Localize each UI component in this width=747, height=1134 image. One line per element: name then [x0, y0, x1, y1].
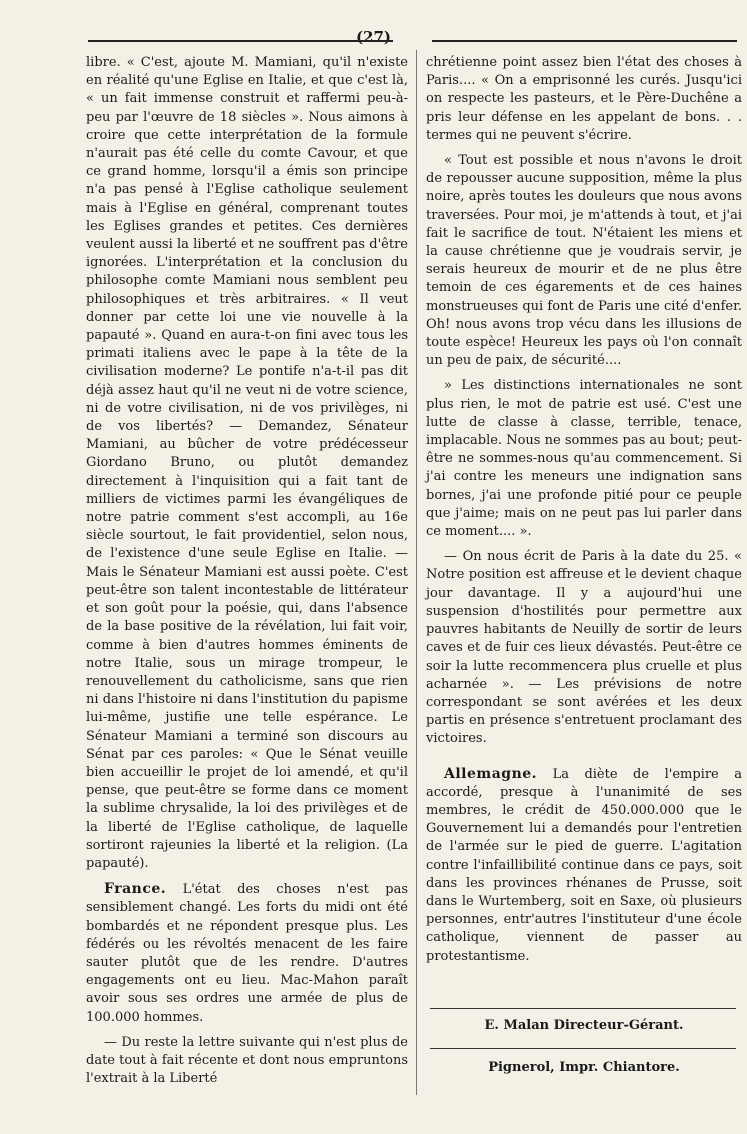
paragraph-distinctions: » Les distinctions internationales ne sont plus rien, le mot de patrie est usé. C'est une lutte de classe à classe, terrible, tenace, implacable. Nous ne sommes pas au bout; peut-être ne sommes-nous qu'au commencement. Si j'ai contre les meneurs une indignation sans bornes, j'ai une profonde pitié pour ce peuple que j'aime; mais on ne peut pas lui parler dans ce moment.... ». [426, 378, 742, 540]
header-rule-left [88, 40, 393, 42]
imprint-rule-top [430, 1008, 736, 1009]
imprint-rule-bottom [430, 1048, 736, 1049]
paragraph-france-text: L'état des choses n'est pas sensiblement changé. Les forts du midi ont été bombardés et ne répondent presque plus. Les fédérés ou les révoltés menacent de les faire sauter plutôt que de les rendre. D'autres engagements ont eu lieu. Mac-Mahon paraît avoir sous ses ordres une armée de plus de 100.000 hommes. [86, 882, 409, 1025]
paragraph-allemagne [426, 765, 742, 966]
paragraph-lettre: — Du reste la lettre suivante qui n'est plus de date tout à fait récente et dont nous empruntons l'extrait à la Liberté [86, 1034, 408, 1087]
paragraph-chretienne: chrétienne point assez bien l'état des choses à Paris.... « On a emprisonné les curés. Jusqu'ici on respecte les pasteurs, et le Père-Duchêne a pris leur défense en les appelant de bons. . . termes qui ne peuvent s'écrire. [426, 55, 742, 143]
paragraph-mamiani: libre. « C'est, ajoute M. Mamiani, qu'il n'existe en réalité qu'une Eglise en Italie, et que c'est là, « un fait immense construit et raffermi peu-à-peu par l'œuvre de 18 siècles ». Nous aimons à croire que cette interprétation de la formule n'aurait pas été celle du comte Cavour, et que ce grand homme, lorsqu'il a émis son principe n'a pas pensé à l'Eglise catholique seulement mais à l'Eglise en général, comprenant toutes les Eglises grandes et petites. Ces dernières veulent aussi la liberté et ne souffrent pas d'être ignorées. L'interprétation et la conclusion du philosophe comte Mamiani nous semblent peu philosophiques et très arbitraires. « Il veut donner par cette loi une vie nouvelle à la papauté ». Quand en aura-t-on fini avec tous les primati italiens avec le pape à la tête de la civilisation moderne? Le pontife n'a-t-il pas dit déjà assez haut qu'il ne veut ni de votre science, ni de votre civilisation, ni de vos privilèges, ni de vos libertés? — Demandez, Sénateur Mamiani, au bûcher de votre prédécesseur Giordano Bruno, ou plutôt demandez directement à l'inquisition qui a fait tant de milliers de victimes parmi les évangéliques de notre patrie comment s'est accompli, au 16e siècle sourtout, le fait providentiel, selon nous, de l'existence d'une seule Eglise en Italie. — Mais le Sénateur Mamiani est aussi poète. C'est peut-être son talent incontestable de littérateur et son goût pour la poésie, qui, dans l'absence de la base positive de la révélation, lui fait voir, comme à bien d'autres hommes éminents de notre Italie, sous un mirage trompeur, le renouvellement du catholicisme, sans que rien ni dans l'histoire ni dans l'institution du papisme lui-même, justifie une telle espérance. Le Sénateur Mamiani a terminé son discours au Sénat par ces paroles: « Que le Sénat veuille bien accueillir le projet de loi amendé, et qu'il pense, que peut-être se forme dans ce moment la sublime chrysalide, la loi des privilèges et de la liberté de l'Eglise catholique, de laquelle sortiront rajeunies la liberté et la religion. (La papauté). [86, 55, 408, 871]
section-heading-allemagne: Allemagne. [444, 765, 538, 782]
paragraph-paris-25: — On nous écrit de Paris à la date du 25. « Notre position est affreuse et le devient chaque jour davantage. Il y a aujourd'hui une suspension d'hostilités pour permettre aux pauvres habitants de Neuilly de sortir de leurs caves et de fuir ces lieux dévastés. Peut-être ce soir la lutte recommencera plus cruelle et plus acharnée ». — Les prévisions de notre correspondant se sont avérées et les deux partis en présence s'entretuent proclamant des victoires. [426, 549, 742, 747]
right-column [426, 54, 742, 966]
paragraph-tout-est-possible: « Tout est possible et nous n'avons le droit de repousser aucune supposition, même la plus noire, après toutes les douleurs que nous avons traversées. Pour moi, je m'attends à tout, et j'ai fait le sacrifice de tout. N'étaient les miens et la cause chrétienne que je voudrais servir, je serais heureux de mourir et de ne plus être temoin de ces égarements et de ces haines monstrueuses qui font de Paris une cité d'enfer. Oh! nous avons trop vécu dans les illusions de toute espèce! Heureux les pays où l'on connaît un peu de paix, de sécurité.... [426, 153, 742, 369]
printer-imprint: Pignerol, Impr. Chiantore. [488, 1060, 680, 1075]
paragraph-allemagne-text: La diète de l'empire a accordé, presque à l'unanimité de ses membres, le crédit de 450.000.000 que le Gouvernement lui a demandés pour l'entretien de l'armée sur le pied de guerre. L'agitation contre l'infaillibilité continue dans ce pays, soit dans les provinces rhénanes de Prusse, soit dans le Wurtemberg, soit en Saxe, où plusieurs personnes, entr'autres l'instituteur d'une école catholique, viennent de passer au protestantisme. [426, 766, 742, 964]
page-number: (27) [355, 28, 392, 46]
left-column [86, 54, 408, 1088]
director-signature: E. Malan Directeur-Gérant. [484, 1018, 684, 1033]
column-divider [416, 50, 417, 1095]
paragraph-france [86, 880, 408, 1027]
section-heading-france: France. [104, 881, 167, 898]
header-rule-right [432, 40, 737, 42]
